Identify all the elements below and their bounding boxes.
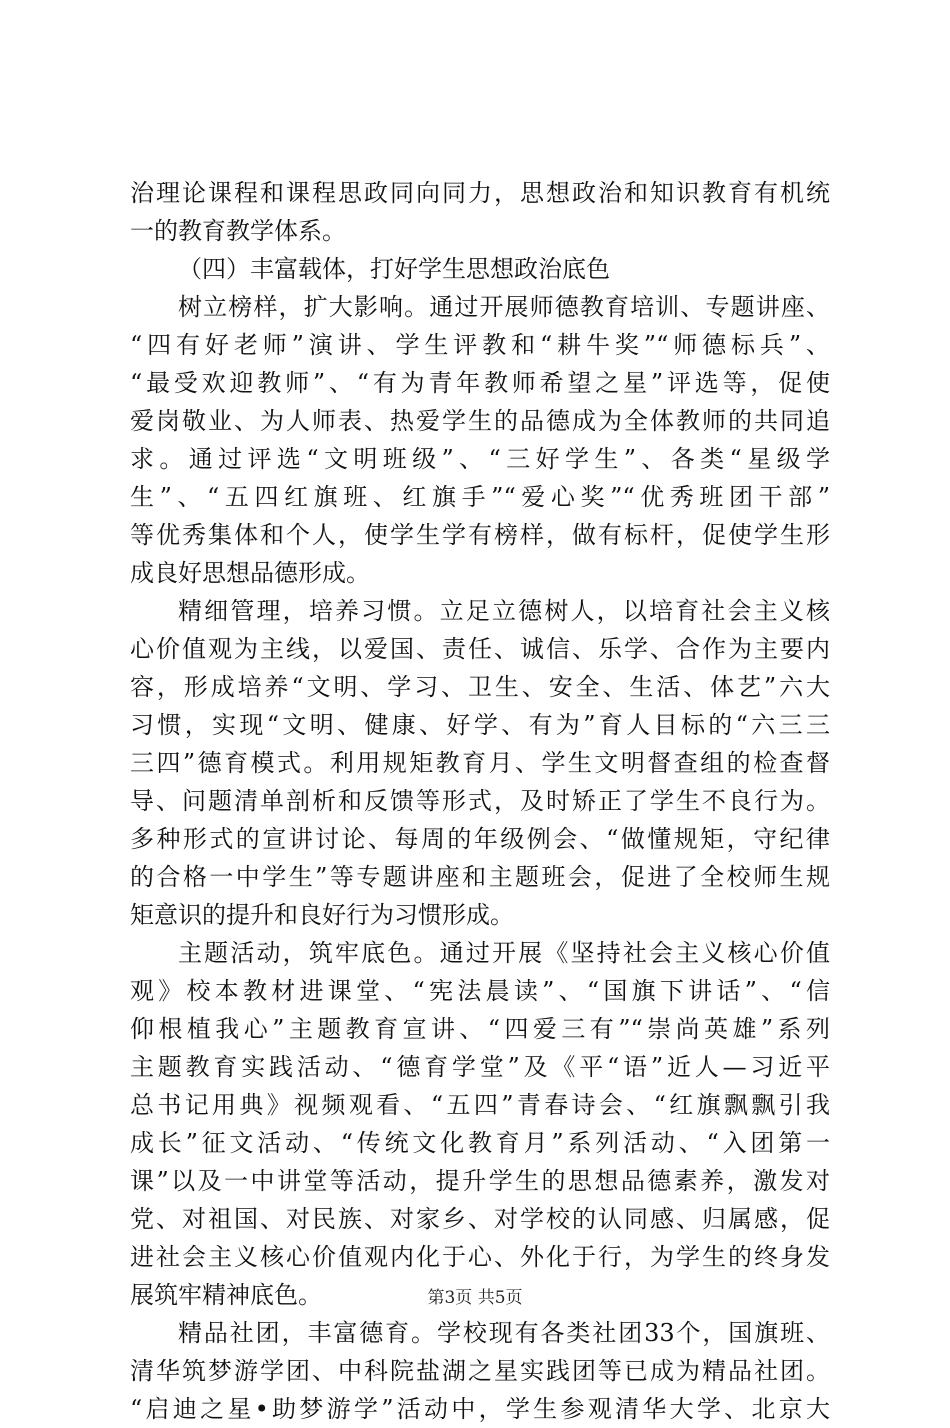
section-heading: （四）丰富载体，打好学生思想政治底色 xyxy=(178,255,610,283)
text-line: “最受欢迎教师”、“有为青年教师希望之星”评选等，促使 xyxy=(130,369,830,397)
text-line: 爱岗敬业、为人师表、热爱学生的品德成为全体教师的共同追 xyxy=(130,407,830,435)
text-line: 仰根植我心”主题教育宣讲、“四爱三有”“崇尚英雄”系列 xyxy=(130,1015,830,1043)
text-line: 多种形式的宣讲讨论、每周的年级例会、“做懂规矩，守纪律 xyxy=(130,825,830,853)
text-line: 党、对祖国、对民族、对家乡、对学校的认同感、归属感，促 xyxy=(130,1205,830,1233)
text-line: “四有好老师”演讲、学生评教和“耕牛奖”“师德标兵”、 xyxy=(130,331,830,359)
text-line: 成良好思想品德形成。 xyxy=(130,559,370,587)
text-line: 树立榜样，扩大影响。通过开展师德教育培训、专题讲座、 xyxy=(178,293,830,321)
text-line: 观》校本教材进课堂、“宪法晨读”、“国旗下讲话”、“信 xyxy=(130,977,830,1005)
text-line: 心价值观为主线，以爱国、责任、诚信、乐学、合作为主要内 xyxy=(130,635,830,663)
text-line: 成长”征文活动、“传统文化教育月”系列活动、“入团第一 xyxy=(130,1129,830,1157)
text-line: 的合格一中学生”等专题讲座和主题班会，促进了全校师生规 xyxy=(130,863,830,891)
text-line: 治理论课程和课程思政同向同力，思想政治和知识教育有机统 xyxy=(130,179,830,207)
text-line: 展筑牢精神底色。 xyxy=(130,1281,322,1309)
text-line: 等优秀集体和个人，使学生学有榜样，做有标杆，促使学生形 xyxy=(130,521,830,549)
text-line: 主题教育实践活动、“德育学堂”及《平“语”近人—习近平 xyxy=(130,1053,830,1081)
text-line: 一的教育教学体系。 xyxy=(130,217,346,245)
text-line: 精细管理，培养习惯。立足立德树人，以培育社会主义核 xyxy=(178,597,830,625)
text-line: “启迪之星•助梦游学”活动中，学生参观清华大学、北京大 xyxy=(130,1395,830,1423)
text-line: 精品社团，丰富德育。学校现有各类社团33个，国旗班、 xyxy=(178,1319,830,1347)
text-line: 课”以及一中讲堂等活动，提升学生的思想品德素养，激发对 xyxy=(130,1167,830,1195)
text-line: 矩意识的提升和良好行为习惯形成。 xyxy=(130,901,514,929)
text-line: 主题活动，筑牢底色。通过开展《坚持社会主义核心价值 xyxy=(178,939,830,967)
text-line: 容，形成培养“文明、学习、卫生、安全、生活、体艺”六大 xyxy=(130,673,830,701)
text-line: 生”、“五四红旗班、红旗手”“爱心奖”“优秀班团干部” xyxy=(130,483,830,511)
text-line: 求。通过评选“文明班级”、“三好学生”、各类“星级学 xyxy=(130,445,830,473)
text-line: 总书记用典》视频观看、“五四”青春诗会、“红旗飘飘引我 xyxy=(130,1091,830,1119)
text-line: 进社会主义核心价值观内化于心、外化于行，为学生的终身发 xyxy=(130,1243,830,1271)
text-line: 三四”德育模式。利用规矩教育月、学生文明督查组的检查督 xyxy=(130,749,830,777)
document-body xyxy=(130,174,830,1428)
text-line: 习惯，实现“文明、健康、好学、有为”育人目标的“六三三 xyxy=(130,711,830,739)
page-footer: 第3页 共5页 xyxy=(427,1288,523,1308)
text-line: 清华筑梦游学团、中科院盐湖之星实践团等已成为精品社团。 xyxy=(130,1357,830,1385)
text-line: 导、问题清单剖析和反馈等形式，及时矫正了学生不良行为。 xyxy=(130,787,830,815)
